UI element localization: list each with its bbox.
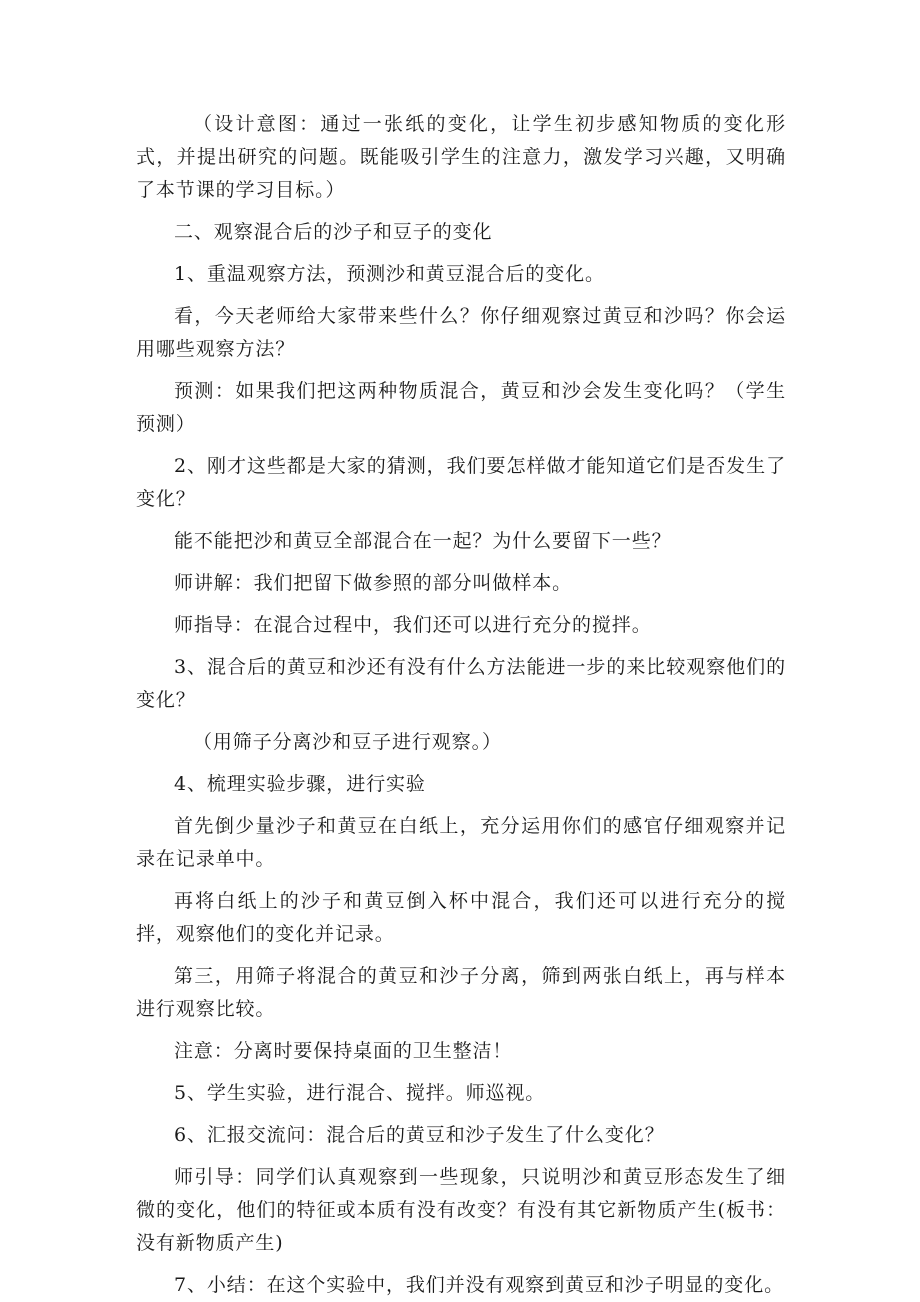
step-4-paragraph: 4、梳理实验步骤，进行实验 xyxy=(174,773,426,795)
document-body xyxy=(136,108,786,1302)
third-step-paragraph: 第三，用筛子将混合的黄豆和沙子分离，筛到两张白纸上，再与样本进行观察比较。 xyxy=(136,965,786,1020)
step-2-paragraph: 2、刚才这些都是大家的猜测，我们要怎样做才能知道它们是否发生了变化？ xyxy=(136,455,786,510)
second-step-paragraph: 再将白纸上的沙子和黄豆倒入杯中混合，我们还可以进行充分的搅拌，观察他们的变化并记录。 xyxy=(136,890,786,945)
prediction-paragraph: 预测：如果我们把这两种物质混合，黄豆和沙会发生变化吗？（学生预测） xyxy=(136,380,786,435)
teacher-explanation-paragraph: 师讲解：我们把留下做参照的部分叫做样本。 xyxy=(174,572,573,594)
sieve-note-paragraph: （用筛子分离沙和豆子进行观察。） xyxy=(193,731,502,753)
section-heading: 二、观察混合后的沙子和豆子的变化 xyxy=(174,221,493,243)
mixing-question-paragraph: 能不能把沙和黄豆全部混合在一起？为什么要留下一些？ xyxy=(174,530,672,552)
step-6-paragraph: 6、汇报交流问：混合后的黄豆和沙子发生了什么变化？ xyxy=(174,1124,665,1146)
question-paragraph: 看，今天老师给大家带来些什么？你仔细观察过黄豆和沙吗？你会运用哪些观察方法？ xyxy=(136,305,786,360)
step-5-paragraph: 5、学生实验，进行混合、搅拌。师巡视。 xyxy=(174,1082,546,1104)
design-intent-paragraph: （设计意图：通过一张纸的变化，让学生初步感知物质的变化形式，并提出研究的问题。既能吸引学生的注意力，激发学习兴趣，又明确了本节课的学习目标。） xyxy=(136,113,786,201)
teacher-lead-paragraph: 师引导：同学们认真观察到一些现象，只说明沙和黄豆形态发生了细微的变化，他们的特征或本质有没有改变？有没有其它新物质产生(板书：没有新物质产生) xyxy=(136,1166,786,1254)
first-step-paragraph: 首先倒少量沙子和黄豆在白纸上，充分运用你们的感官仔细观察并记录在记录单中。 xyxy=(136,815,786,870)
caution-paragraph: 注意：分离时要保持桌面的卫生整洁！ xyxy=(174,1040,513,1062)
teacher-guidance-paragraph: 师指导：在混合过程中，我们还可以进行充分的搅拌。 xyxy=(174,614,652,636)
step-3-paragraph: 3、混合后的黄豆和沙还有没有什么方法能进一步的来比较观察他们的变化？ xyxy=(136,656,786,711)
summary-paragraph: 7、小结：在这个实验中，我们并没有观察到黄豆和沙子明显的变化。 xyxy=(174,1274,784,1296)
step-1-paragraph: 1、重温观察方法，预测沙和黄豆混合后的变化。 xyxy=(174,263,605,285)
